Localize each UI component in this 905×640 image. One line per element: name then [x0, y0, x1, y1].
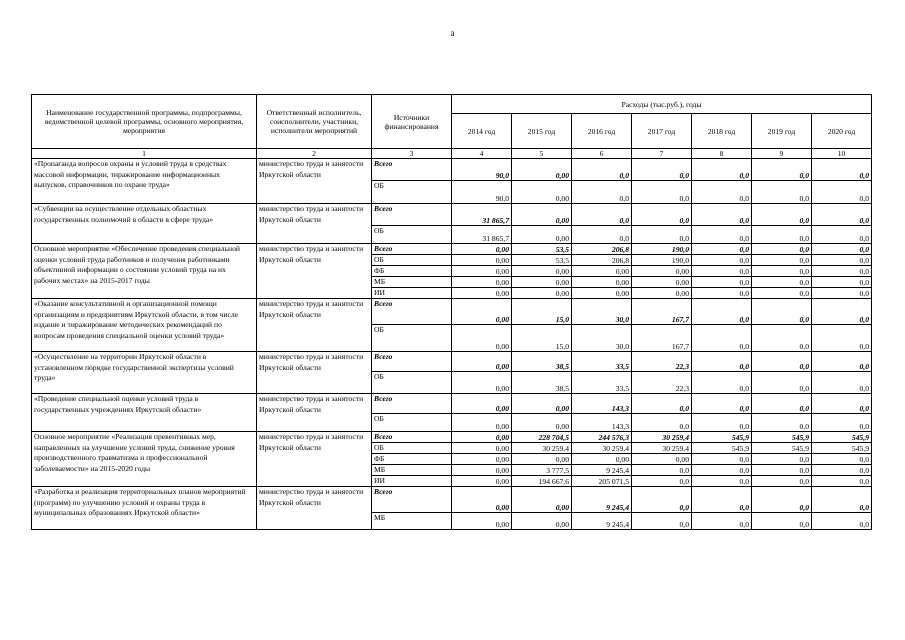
funding-source: МБ: [372, 465, 452, 476]
expense-value: 33,5: [572, 352, 632, 372]
expense-value: 0,00: [452, 288, 512, 299]
expense-value: 0,0: [812, 244, 872, 255]
expense-value: 22,3: [632, 372, 692, 394]
expense-value: 545,9: [812, 443, 872, 454]
expense-value: 0,0: [752, 487, 812, 513]
column-number: 10: [812, 149, 872, 159]
expense-value: 0,0: [752, 454, 812, 465]
expense-value: 0,00: [572, 277, 632, 288]
funding-source: Всего: [372, 204, 452, 226]
expense-value: 0,0: [572, 181, 632, 204]
expense-value: 0,0: [692, 372, 752, 394]
expense-value: 0,0: [692, 181, 752, 204]
activity-name: «Пропаганда вопросов охраны и условий труда в средствах массовой информации, тиражирование информационных выпусков, справочников по охране труда»: [32, 159, 257, 204]
expense-value: 206,8: [572, 244, 632, 255]
expense-value: 0,0: [692, 454, 752, 465]
expense-value: 0,00: [512, 487, 572, 513]
expense-value: 0,0: [692, 288, 752, 299]
expense-value: 0,00: [512, 454, 572, 465]
activity-name: Основное мероприятие «Обеспечение проведения специальной оценки условий труда работников и получения работниками объективной информации о состоянии условий труда на их рабочих местах» на 2015-2017 годы: [32, 244, 257, 299]
expense-value: 0,0: [692, 266, 752, 277]
expense-value: 0,0: [572, 159, 632, 181]
expense-value: 0,0: [812, 454, 872, 465]
expenses-table: [31, 94, 872, 530]
expense-value: 0,0: [812, 476, 872, 487]
expense-value: 0,00: [452, 443, 512, 454]
expense-value: 0,0: [812, 352, 872, 372]
expense-value: 0,0: [632, 181, 692, 204]
expense-value: 0,00: [452, 277, 512, 288]
expense-value: 0,00: [452, 513, 512, 530]
expense-value: 30,0: [572, 325, 632, 352]
expense-value: 0,0: [572, 226, 632, 244]
expense-value: 33,5: [572, 372, 632, 394]
expense-value: 30,0: [572, 299, 632, 325]
expense-value: 545,9: [692, 432, 752, 443]
funding-source: Всего: [372, 159, 452, 181]
expense-value: 0,00: [452, 325, 512, 352]
expense-value: 31 865,7: [452, 226, 512, 244]
column-number: 6: [572, 149, 632, 159]
expense-value: 0,00: [512, 266, 572, 277]
expense-value: 167,7: [632, 325, 692, 352]
funding-source: Всего: [372, 432, 452, 443]
responsible-executor: министерство труда и занятости Иркутской области: [257, 244, 372, 299]
expense-value: 0,0: [812, 181, 872, 204]
header-responsible: Ответственный исполнитель, соисполнители, участники, исполнители мероприятий: [257, 95, 372, 149]
header-expenses: Расходы (тыс.руб.), годы: [452, 95, 872, 114]
expense-value: 0,00: [512, 414, 572, 432]
expense-value: 0,00: [512, 181, 572, 204]
header-year: 2016 год: [572, 114, 632, 149]
expense-value: 90,0: [452, 159, 512, 181]
expense-value: 545,9: [752, 432, 812, 443]
header-source: Источники финансирования: [372, 95, 452, 149]
expense-value: 53,5: [512, 244, 572, 255]
expense-value: 0,0: [812, 288, 872, 299]
expense-value: 0,00: [572, 454, 632, 465]
expense-value: 167,7: [632, 299, 692, 325]
expense-value: 0,00: [452, 394, 512, 414]
expense-value: 0,00: [452, 372, 512, 394]
expense-value: 15,0: [512, 299, 572, 325]
expense-value: 0,00: [512, 277, 572, 288]
table-row: [32, 244, 872, 255]
expense-value: 0,0: [812, 277, 872, 288]
funding-source: ОБ: [372, 181, 452, 204]
header-year: 2020 год: [812, 114, 872, 149]
expense-value: 0,00: [452, 465, 512, 476]
expense-value: 90,0: [452, 181, 512, 204]
expense-value: 0,0: [632, 394, 692, 414]
funding-source: Всего: [372, 299, 452, 325]
expense-value: 190,0: [632, 255, 692, 266]
table-row: [32, 159, 872, 181]
expense-value: 0,0: [812, 255, 872, 266]
expense-value: 0,00: [452, 454, 512, 465]
expense-value: 0,0: [632, 414, 692, 432]
header-year: 2019 год: [752, 114, 812, 149]
expense-value: 0,0: [812, 372, 872, 394]
expense-value: 0,00: [452, 244, 512, 255]
activity-name: «Осуществление на территории Иркутской области в установленном порядке государственной экспертизы условий труда»: [32, 352, 257, 394]
expense-value: 0,0: [812, 226, 872, 244]
expense-value: 0,0: [752, 226, 812, 244]
funding-source: ОБ: [372, 226, 452, 244]
expense-value: 0,00: [632, 277, 692, 288]
expense-value: 0,0: [812, 465, 872, 476]
activity-name: «Субвенции на осуществление отдельных областных государственных полномочий в области в сфере труда»: [32, 204, 257, 244]
expense-value: 31 865,7: [452, 204, 512, 226]
expense-value: 0,00: [512, 204, 572, 226]
expense-value: 194 667,6: [512, 476, 572, 487]
expense-value: 0,00: [632, 288, 692, 299]
expense-value: 9 245,4: [572, 487, 632, 513]
expense-value: 0,00: [452, 352, 512, 372]
expense-value: 0,0: [692, 255, 752, 266]
expense-value: 15,0: [512, 325, 572, 352]
expense-value: 0,0: [692, 513, 752, 530]
expense-value: 0,0: [752, 352, 812, 372]
expense-value: 545,9: [812, 432, 872, 443]
activity-name: «Оказание консультативной и организационной помощи организациям и предприятиям Иркутской области, в том числе издание и тиражирование методических рекомендаций по вопросам проведения специальной оценки условий труда»: [32, 299, 257, 352]
expense-value: 0,0: [752, 277, 812, 288]
header-year: 2017 год: [632, 114, 692, 149]
responsible-executor: министерство труда и занятости Иркутской области: [257, 299, 372, 352]
expense-value: 0,0: [632, 159, 692, 181]
column-number: 4: [452, 149, 512, 159]
expense-value: 0,0: [812, 414, 872, 432]
expense-value: 0,00: [452, 487, 512, 513]
expense-value: 0,0: [752, 394, 812, 414]
expense-value: 0,00: [452, 414, 512, 432]
expense-value: 0,0: [752, 255, 812, 266]
expense-value: 0,0: [692, 204, 752, 226]
expense-value: 0,0: [692, 226, 752, 244]
expense-value: 0,00: [632, 454, 692, 465]
expense-value: 0,00: [452, 432, 512, 443]
header-year: 2018 год: [692, 114, 752, 149]
expense-value: 0,0: [812, 394, 872, 414]
funding-source: Всего: [372, 487, 452, 513]
expense-value: 0,0: [812, 299, 872, 325]
expense-value: 0,00: [632, 266, 692, 277]
expense-value: 0,0: [812, 487, 872, 513]
table-row: [32, 487, 872, 513]
funding-source: ФБ: [372, 454, 452, 465]
funding-source: МБ: [372, 513, 452, 530]
expense-value: 0,0: [692, 465, 752, 476]
expense-value: 9 245,4: [572, 513, 632, 530]
header-name: Наименование государственной программы, подпрограммы, ведомственной целевой программы, основного мероприятия, мероприятия: [32, 95, 257, 149]
expense-value: 0,0: [752, 288, 812, 299]
expense-value: 30 259,4: [572, 443, 632, 454]
expense-value: 0,00: [452, 255, 512, 266]
expense-value: 228 704,5: [512, 432, 572, 443]
expense-value: 38,5: [512, 372, 572, 394]
expense-value: 0,0: [752, 465, 812, 476]
expense-value: 0,0: [752, 266, 812, 277]
expense-value: 22,3: [632, 352, 692, 372]
funding-source: Всего: [372, 244, 452, 255]
funding-source: Всего: [372, 352, 452, 372]
expense-value: 143,3: [572, 414, 632, 432]
expense-value: 190,0: [632, 244, 692, 255]
expense-value: 545,9: [752, 443, 812, 454]
funding-source: ИИ: [372, 476, 452, 487]
header-year: 2014 год: [452, 114, 512, 149]
expense-value: 0,0: [752, 372, 812, 394]
table-row: [32, 432, 872, 443]
expense-value: 0,0: [692, 299, 752, 325]
funding-source: ОБ: [372, 443, 452, 454]
responsible-executor: министерство труда и занятости Иркутской области: [257, 352, 372, 394]
expense-value: 0,0: [692, 244, 752, 255]
responsible-executor: министерство труда и занятости Иркутской области: [257, 487, 372, 530]
expense-value: 0,0: [692, 159, 752, 181]
column-number: 3: [372, 149, 452, 159]
funding-source: ФБ: [372, 266, 452, 277]
expense-value: 0,0: [692, 325, 752, 352]
expense-value: 0,0: [692, 414, 752, 432]
expense-value: 0,0: [752, 181, 812, 204]
expense-value: 0,00: [452, 266, 512, 277]
expense-value: 0,0: [752, 476, 812, 487]
funding-source: ОБ: [372, 255, 452, 266]
responsible-executor: министерство труда и занятости Иркутской области: [257, 394, 372, 432]
column-number: 8: [692, 149, 752, 159]
expense-value: 30 259,4: [632, 443, 692, 454]
expense-value: 0,0: [812, 513, 872, 530]
expense-value: 0,0: [632, 226, 692, 244]
expense-value: 545,9: [692, 443, 752, 454]
expense-value: 0,0: [752, 244, 812, 255]
expense-value: 0,00: [512, 159, 572, 181]
expense-value: 0,0: [632, 513, 692, 530]
column-number: 5: [512, 149, 572, 159]
funding-source: ОБ: [372, 414, 452, 432]
expense-value: 143,3: [572, 394, 632, 414]
expense-value: 0,0: [692, 487, 752, 513]
expense-value: 0,00: [452, 476, 512, 487]
expense-value: 244 576,3: [572, 432, 632, 443]
expense-value: 0,00: [512, 394, 572, 414]
expense-value: 0,0: [752, 325, 812, 352]
expense-value: 0,0: [812, 159, 872, 181]
expense-value: 0,00: [572, 288, 632, 299]
column-number: 7: [632, 149, 692, 159]
table-row: [32, 299, 872, 325]
expense-value: 0,0: [632, 476, 692, 487]
activity-name: «Разработка и реализация территориальных планов мероприятий (программ) по улучшению условий и охраны труда в муниципальных образованиях Иркутской области»: [32, 487, 257, 530]
responsible-executor: министерство труда и занятости Иркутской области: [257, 159, 372, 204]
header-year: 2015 год: [512, 114, 572, 149]
expense-value: 0,0: [812, 325, 872, 352]
expense-value: 53,5: [512, 255, 572, 266]
table-row: [32, 204, 872, 226]
activity-name: Основное мероприятие «Реализация превентивных мер, направленных на улучшение условий труда, снижение уровня производственного травматизма и профессиональной заболеваемости» на 2015-2020 годы: [32, 432, 257, 487]
expense-value: 0,00: [452, 299, 512, 325]
expense-value: 0,0: [812, 204, 872, 226]
expense-value: 0,00: [512, 288, 572, 299]
expense-value: 30 259,4: [632, 432, 692, 443]
expense-value: 9 245,4: [572, 465, 632, 476]
expense-value: 30 259,4: [512, 443, 572, 454]
funding-source: ИИ: [372, 288, 452, 299]
funding-source: МБ: [372, 277, 452, 288]
expense-value: 3 777,5: [512, 465, 572, 476]
expense-value: 0,0: [572, 204, 632, 226]
expense-value: 0,00: [512, 226, 572, 244]
expense-value: 0,0: [752, 159, 812, 181]
activity-name: «Проведение специальной оценки условий труда в государственных учреждениях Иркутской области»: [32, 394, 257, 432]
column-number: 1: [32, 149, 257, 159]
expense-value: 0,0: [692, 352, 752, 372]
funding-source: Всего: [372, 394, 452, 414]
expense-value: 0,0: [692, 394, 752, 414]
expense-value: 0,00: [572, 266, 632, 277]
expense-value: 0,0: [632, 204, 692, 226]
expense-value: 0,00: [512, 513, 572, 530]
expense-value: 0,0: [752, 414, 812, 432]
expense-value: 0,0: [692, 277, 752, 288]
expense-value: 0,0: [692, 476, 752, 487]
funding-source: ОБ: [372, 372, 452, 394]
expense-value: 0,0: [632, 465, 692, 476]
expense-value: 0,0: [752, 513, 812, 530]
expense-value: 38,5: [512, 352, 572, 372]
expense-value: 0,0: [812, 266, 872, 277]
page-number: a: [450, 28, 455, 38]
expense-value: 0,0: [752, 204, 812, 226]
funding-source: ОБ: [372, 325, 452, 352]
table-row: [32, 394, 872, 414]
expense-value: 205 071,5: [572, 476, 632, 487]
table-row: [32, 352, 872, 372]
expense-value: 0,0: [632, 487, 692, 513]
responsible-executor: министерство труда и занятости Иркутской области: [257, 432, 372, 487]
responsible-executor: министерство труда и занятости Иркутской области: [257, 204, 372, 244]
expense-value: 0,0: [752, 299, 812, 325]
column-number: 2: [257, 149, 372, 159]
column-number: 9: [752, 149, 812, 159]
expense-value: 206,8: [572, 255, 632, 266]
